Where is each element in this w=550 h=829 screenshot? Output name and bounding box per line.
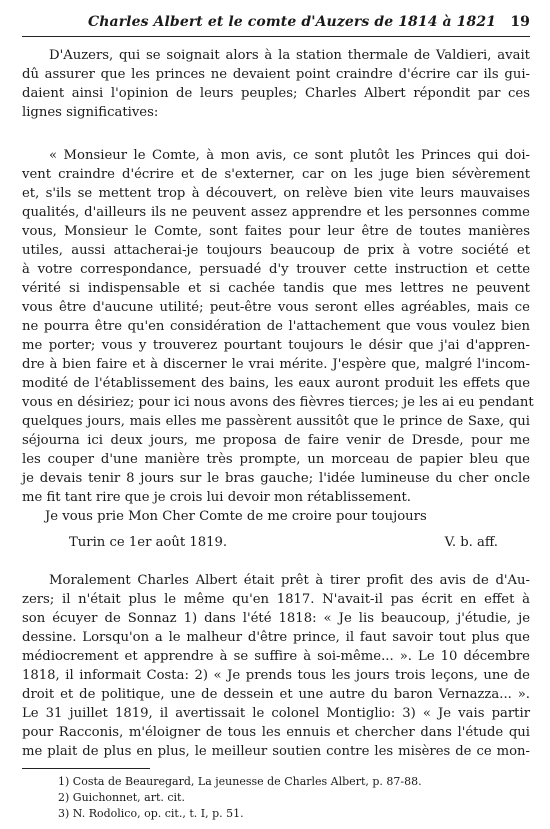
- page-number: 19: [510, 14, 530, 30]
- letter-line: je devais tenir 8 jours sur le bras gauche; l'idée lumineuse du cher oncle: [22, 471, 530, 486]
- footnote: 2) Guichonnet, art. cit.: [58, 791, 185, 804]
- letter-signature: V. b. aff.: [444, 535, 498, 550]
- letter-line: séjourna ici deux jours, me proposa de faire venir de Dresde, pour me: [22, 433, 530, 448]
- intro-line: daient ainsi l'opinion de leurs peuples; Charles Albert répondit par ces: [22, 86, 530, 101]
- intro-line: lignes significatives:: [22, 105, 159, 120]
- letter-line: ne pourra être qu'en considération de l'attachement que vous voulez bien: [22, 319, 530, 334]
- footnote-rule: [22, 768, 150, 769]
- body-line: me plait de plus en plus, le meilleur soutien contre les misères de ce mon-: [22, 744, 530, 759]
- letter-line: et, s'ils se mettent trop à découvert, on relève bien vite leurs mauvaises: [22, 186, 530, 201]
- letter-line: vous en désiriez; pour ici nous avons des fièvres tierces; je les ai eu pendant: [22, 395, 534, 410]
- letter-place-date: Turin ce 1er août 1819.: [69, 535, 228, 550]
- letter-closing: Je vous prie Mon Cher Comte de me croire pour toujours: [45, 509, 427, 524]
- footnote: 3) N. Rodolico, op. cit., t. I, p. 51.: [58, 807, 244, 820]
- body-line: zers; il n'était plus le même qu'en 1817. N'avait-il pas écrit en effet à: [22, 592, 530, 607]
- letter-line: à votre correspondance, persuadé d'y trouver cette instruction et cette: [22, 262, 530, 277]
- body-line: 1818, il informait Costa: 2) « Je prends tous les jours trois leçons, une de: [22, 668, 530, 683]
- letter-line: utiles, aussi attacherai-je toujours beaucoup de prix à votre société et: [22, 243, 530, 258]
- letter-line: vous être d'aucune utilité; peut-être vous seront elles agréables, mais ce: [22, 300, 530, 315]
- intro-line: D'Auzers, qui se soignait alors à la station thermale de Valdieri, avait: [49, 48, 530, 63]
- body-line: Le 31 juillet 1819, il avertissait le colonel Montiglio: 3) « Je vais partir: [22, 706, 530, 721]
- body-line: son écuyer de Sonnaz 1) dans l'été 1818: « Je lis beaucoup, j'étudie, je: [22, 611, 530, 626]
- letter-line: quelques jours, mais elles me passèrent aussitôt que le prince de Saxe, qui: [22, 414, 530, 429]
- header-rule: [22, 36, 530, 37]
- body-line: Moralement Charles Albert était prêt à tirer profit des avis de d'Au-: [49, 573, 530, 588]
- running-title: Charles Albert et le comte d'Auzers de 1814 à 1821: [88, 14, 497, 30]
- letter-line: les couper d'une manière très prompte, un morceau de papier bleu que: [22, 452, 530, 467]
- letter-line: vérité si indispensable et si cachée tandis que mes lettres ne peuvent: [22, 281, 530, 296]
- body-line: pour Racconis, m'éloigner de tous les ennuis et chercher dans l'étude qui: [22, 725, 530, 740]
- body-line: médiocrement et apprendre à se suffire à soi-même... ». Le 10 décembre: [22, 649, 530, 664]
- letter-line: vent craindre d'écrire et de s'externer, car on les juge bien sévèrement: [22, 167, 530, 182]
- footnote: 1) Costa de Beauregard, La jeunesse de Charles Albert, p. 87-88.: [58, 775, 422, 788]
- letter-line: qualités, d'ailleurs ils ne peuvent assez apprendre et les personnes comme: [22, 205, 530, 220]
- letter-line: « Monsieur le Comte, à mon avis, ce sont plutôt les Princes qui doi-: [49, 148, 530, 163]
- intro-line: dû assurer que les princes ne devaient point craindre d'écrire car ils gui-: [22, 67, 530, 82]
- letter-line: vous, Monsieur le Comte, sont faites pour leur être de toutes manières: [22, 224, 530, 239]
- letter-line: dre à bien faire et à discerner le vrai mérite. J'espère que, malgré l'incom-: [22, 357, 530, 372]
- letter-line: me porter; vous y trouverez pourtant toujours le désir que j'ai d'appren-: [22, 338, 530, 353]
- body-line: droit et de politique, une de dessein et une autre du baron Vernazza... ».: [22, 687, 530, 702]
- letter-line: modité de l'établissement des bains, les eaux auront produit les effets que: [22, 376, 530, 391]
- body-line: dessine. Lorsqu'on a le malheur d'être prince, il faut savoir tout plus que: [22, 630, 530, 645]
- letter-line: me fit tant rire que je crois lui devoir mon rétablissement.: [22, 490, 411, 505]
